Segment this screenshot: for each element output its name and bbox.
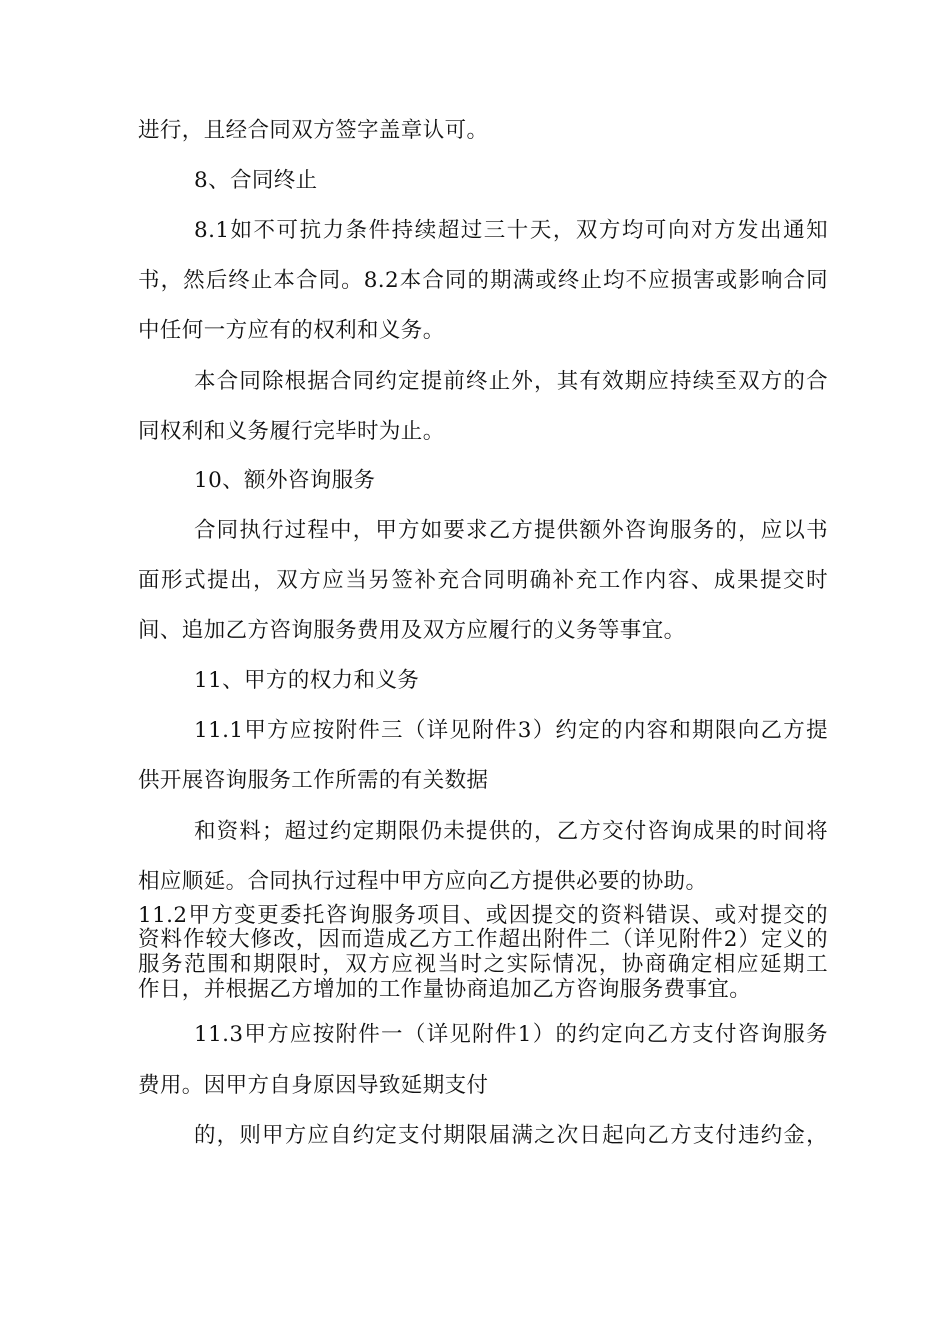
text-line: 中任何一方应有的权利和义务。	[138, 318, 445, 343]
text-line: 面形式提出，双方应当另签补充合同明确补充工作内容、成果提交时	[138, 568, 828, 593]
text-line: 11.3甲方应按附件一（详见附件1）的约定向乙方支付咨询服务	[194, 1022, 828, 1047]
text-line: 间、追加乙方咨询服务费用及双方应履行的义务等事宜。	[138, 618, 686, 643]
text-line: 和资料；超过约定期限仍未提供的，乙方交付咨询成果的时间将	[194, 819, 828, 844]
section-heading: 10、额外咨询服务	[194, 468, 376, 493]
text-line: 的，则甲方应自约定支付期限届满之次日起向乙方支付违约金，	[194, 1123, 828, 1148]
text-line: 供开展咨询服务工作所需的有关数据	[138, 768, 489, 793]
text-line: 服务范围和期限时，双方应视当时之实际情况，协商确定相应延期工	[138, 952, 828, 977]
text-line: 11.2甲方变更委托咨询服务项目、或因提交的资料错误、或对提交的	[138, 903, 828, 928]
text-line: 同权利和义务履行完毕时为止。	[138, 419, 445, 444]
text-line: 书，然后终止本合同。8.2本合同的期满或终止均不应损害或影响合同	[138, 268, 828, 293]
section-heading: 11、甲方的权力和义务	[194, 668, 420, 693]
text-line: 11.1甲方应按附件三（详见附件3）约定的内容和期限向乙方提	[194, 718, 828, 743]
text-line: 合同执行过程中，甲方如要求乙方提供额外咨询服务的，应以书	[194, 518, 828, 543]
text-line: 进行，且经合同双方签字盖章认可。	[138, 118, 489, 143]
text-line: 相应顺延。合同执行过程中甲方应向乙方提供必要的协助。	[138, 869, 708, 894]
text-line: 资料作较大修改，因而造成乙方工作超出附件二（详见附件2）定义的	[138, 927, 828, 952]
text-line: 作日，并根据乙方增加的工作量协商追加乙方咨询服务费事宜。	[138, 977, 752, 1002]
text-line: 本合同除根据合同约定提前终止外，其有效期应持续至双方的合	[194, 369, 828, 394]
section-heading: 8、合同终止	[194, 168, 318, 193]
text-line: 8.1如不可抗力条件持续超过三十天，双方均可向对方发出通知	[194, 218, 828, 243]
text-line: 费用。因甲方自身原因导致延期支付	[138, 1073, 489, 1098]
